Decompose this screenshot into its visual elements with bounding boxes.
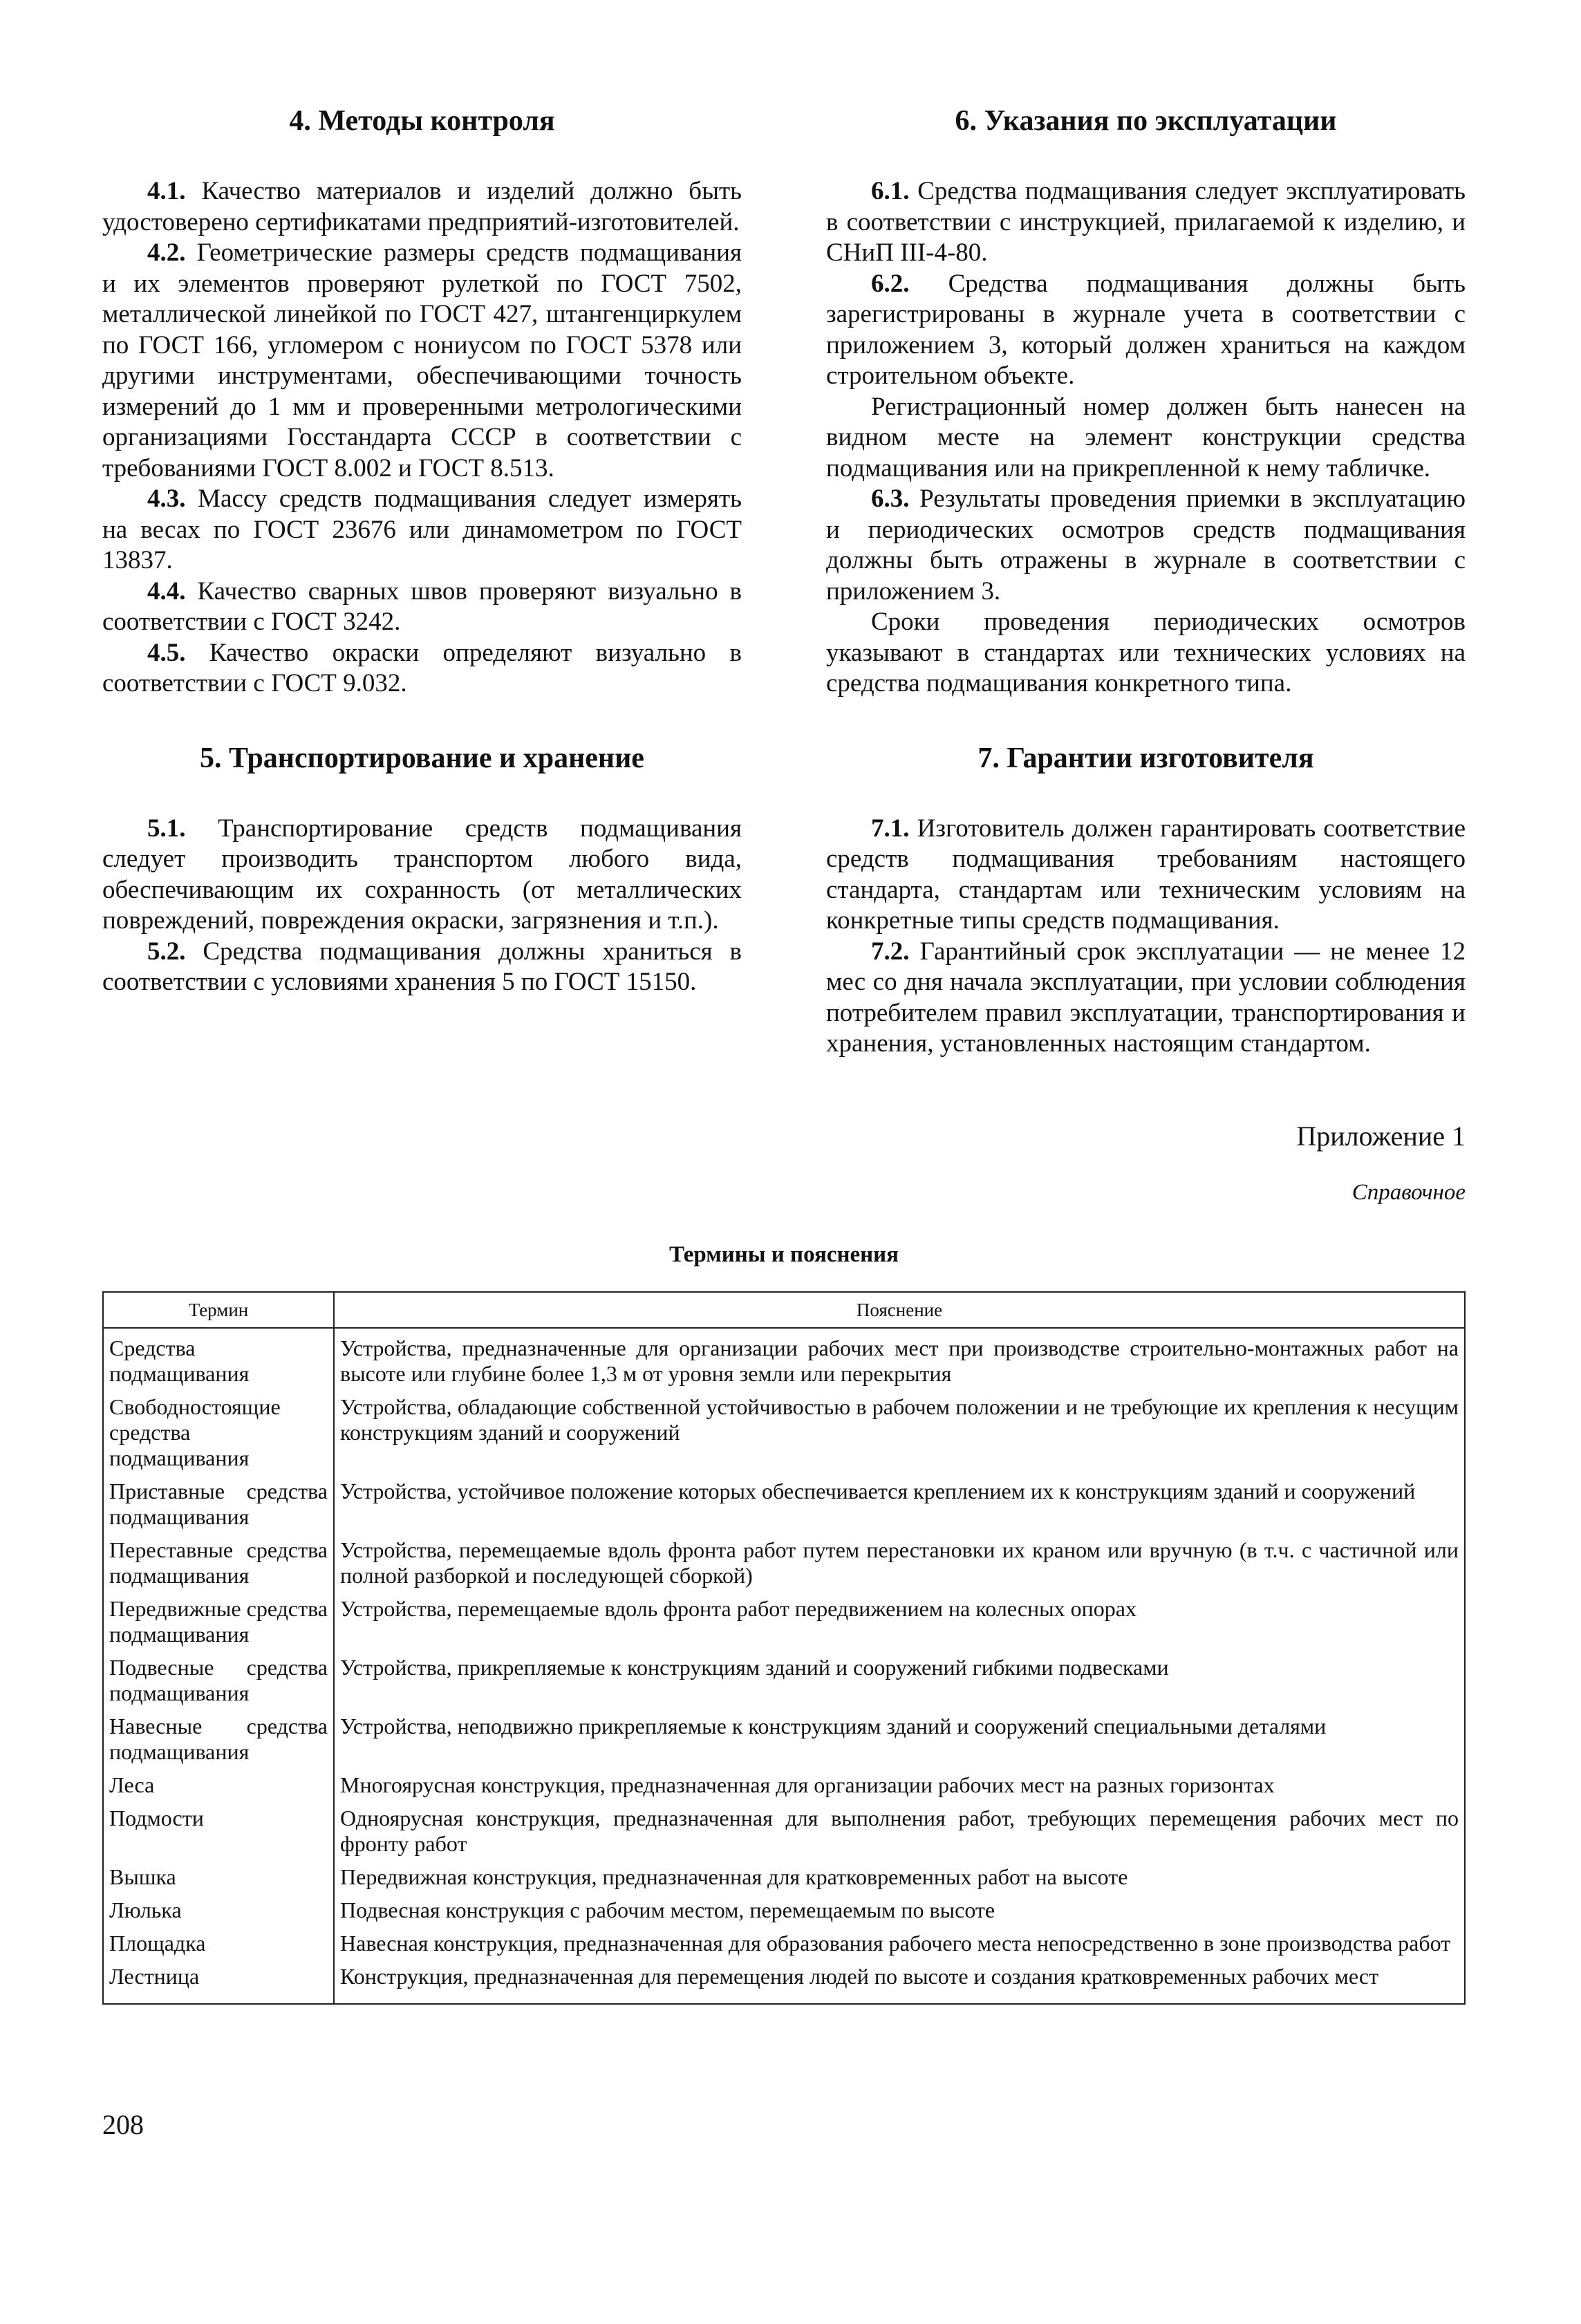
terms-table-title: Термины и пояснения — [669, 1242, 899, 1267]
clause-text: Геометрические размеры средств подмащивания и их элементов проверяют рулеткой по ГОСТ 7502, металлической линейкой по ГОСТ 427, штангенциркулем по ГОСТ 166, угломером с нониусом по ГОСТ 5378 или другими инструментами, обеспечивающими точность измерений до 1 мм и проверенными метрологическими организациями Госстандарта СССР в соответствии с требованиями ГОСТ 8.002 и ГОСТ 8.513. — [102, 238, 742, 482]
explanation-cell: Устройства, перемещаемые вдоль фронта работ путем перестановки их краном или вручную (в т.ч. с частичной или полной разборкой и последующей сборкой) — [340, 1537, 1459, 1588]
clause-number: 5.2. — [147, 937, 186, 966]
explanation-cell: Устройства, предназначенные для организации рабочих мест при производстве строительно-монтажных работ на высоте или глубине более 1,3 м от уровня земли или перекрытия — [340, 1336, 1459, 1386]
clause-number: 4.3. — [147, 485, 186, 513]
paragraph-5-2 — [102, 937, 742, 998]
paragraph-7-1 — [826, 814, 1466, 937]
paragraph-4-1 — [102, 176, 742, 238]
clause-number: 5.1. — [147, 814, 186, 843]
explanation-cell: Многоярусная конструкция, предназначенная для организации рабочих мест на разных горизонтах — [340, 1772, 1275, 1797]
term-cell: Передвижные средства подмащивания — [103, 1593, 334, 1651]
term-cell: Приставные средства подмащивания — [103, 1475, 334, 1534]
table-row — [103, 1651, 1465, 1710]
explanation-cell: Устройства, устойчивое положение которых обеспечивается креплением их к конструкциям зданий и сооружений — [340, 1479, 1416, 1503]
clause-text: Гарантийный срок эксплуатации — не менее 12 мес со дня начала эксплуатации, при условии соблюдения потребителем правил эксплуатации, транспортирования и хранения, установленных настоящим стандартом. — [826, 937, 1466, 1058]
term-cell: Люлька — [103, 1894, 334, 1927]
clause-number: 6.2. — [871, 269, 910, 298]
clause-text: Качество окраски определяют визуально в соответствии с ГОСТ 9.032. — [102, 638, 742, 697]
term-cell: Подмости — [103, 1802, 334, 1861]
clause-text: Массу средств подмащивания следует измерять на весах по ГОСТ 23676 или динамометром по ГОСТ 13837. — [102, 485, 742, 574]
table-row — [103, 1328, 1465, 1391]
clause-text: Средства подмащивания должны быть зарегистрированы в журнале учета в соответствии с приложением 3, который должен храниться на каждом строительном объекте. — [826, 269, 1466, 390]
explanation-cell: Навесная конструкция, предназначенная для образования рабочего места непосредственно в зоне производства работ — [340, 1931, 1451, 1956]
term-cell: Переставные средства подмащивания — [103, 1534, 334, 1593]
right-column — [826, 104, 1466, 1060]
paragraph-4-2 — [102, 238, 742, 484]
left-column — [102, 104, 742, 998]
table-row — [103, 1894, 1465, 1927]
clause-number: 4.2. — [147, 238, 186, 267]
clause-number: 6.1. — [871, 177, 910, 205]
explanation-cell: Конструкция, предназначенная для перемещения людей по высоте и создания кратковременных рабочих мест — [340, 1964, 1379, 1989]
clause-number: 7.1. — [871, 814, 910, 843]
clause-number: 4.5. — [147, 638, 186, 667]
table-header-row — [103, 1292, 1465, 1328]
appendix-type: Справочное — [1351, 1180, 1466, 1205]
explanation-cell: Устройства, перемещаемые вдоль фронта работ передвижением на колесных опорах — [340, 1596, 1136, 1621]
paragraph-4-4 — [102, 577, 742, 638]
appendix-label: Приложение 1 — [1296, 1121, 1466, 1152]
explanation-cell: Подвесная конструкция с рабочим местом, перемещаемым по высоте — [340, 1897, 995, 1922]
clause-text: Качество материалов и изделий должно быть удостоверено сертификатами предприятий-изготовителей. — [102, 177, 742, 236]
paragraph-6-1 — [826, 176, 1466, 269]
explanation-cell: Устройства, обладающие собственной устойчивостью в рабочем положении и не требующие их крепления к несущим конструкциям зданий и сооружений — [340, 1394, 1459, 1445]
clause-number: 6.3. — [871, 485, 910, 513]
explanation-cell: Устройства, прикрепляемые к конструкциям зданий и сооружений гибкими подвесками — [340, 1655, 1169, 1680]
term-cell: Свободностоящие средства подмащивания — [103, 1391, 334, 1475]
paragraph-7-2 — [826, 937, 1466, 1060]
table-row — [103, 1391, 1465, 1475]
paragraph-6-3 — [826, 484, 1466, 607]
section-5-title: 5. Транспортирование и хранение — [200, 742, 644, 774]
table-row — [103, 1960, 1465, 2004]
term-cell: Леса — [103, 1769, 334, 1802]
clause-number: 7.2. — [871, 937, 910, 966]
table-row — [103, 1769, 1465, 1802]
header-term: Термин — [103, 1292, 334, 1328]
table-row — [103, 1710, 1465, 1769]
section-4-title: 4. Методы контроля — [289, 105, 555, 137]
paragraph-6-3-continued: Сроки проведения периодических осмотров указывают в стандартах или технических условиях на средства подмащивания конкретного типа. — [826, 608, 1466, 697]
table-row — [103, 1802, 1465, 1861]
section-7-title: 7. Гарантии изготовителя — [977, 742, 1314, 774]
terms-table — [102, 1291, 1466, 2005]
table-row — [103, 1927, 1465, 1960]
paragraph-4-5 — [102, 638, 742, 700]
table-row — [103, 1534, 1465, 1593]
term-cell: Лестница — [103, 1960, 334, 2004]
paragraph-6-2-continued: Регистрационный номер должен быть нанесен на видном месте на элемент конструкции средства подмащивания или на прикрепленной к нему табличке. — [826, 392, 1466, 482]
clause-number: 4.1. — [147, 177, 186, 205]
clause-number: 4.4. — [147, 577, 186, 606]
table-row — [103, 1861, 1465, 1894]
table-row — [103, 1593, 1465, 1651]
term-cell: Навесные средства подмащивания — [103, 1710, 334, 1769]
explanation-cell: Одноярусная конструкция, предназначенная для выполнения работ, требующих перемещения рабочих мест по фронту работ — [340, 1806, 1459, 1856]
header-explanation: Пояснение — [334, 1292, 1465, 1328]
term-cell: Вышка — [103, 1861, 334, 1894]
paragraph-5-1 — [102, 814, 742, 937]
clause-text: Качество сварных швов проверяют визуально в соответствии с ГОСТ 3242. — [102, 577, 742, 636]
clause-text: Транспортирование средств подмащивания следует производить транспортом любого вида, обеспечивающим их сохранность (от металлических повреждений, повреждения окраски, загрязнения и т.п.). — [102, 814, 742, 935]
paragraph-6-2 — [826, 269, 1466, 392]
section-6-title: 6. Указания по эксплуатации — [955, 105, 1337, 137]
explanation-cell: Передвижная конструкция, предназначенная для кратковременных работ на высоте — [340, 1864, 1128, 1889]
clause-text: Средства подмащивания следует эксплуатировать в соответствии с инструкцией, прилагаемой к изделию, и СНиП III-4-80. — [826, 177, 1466, 267]
table-row — [103, 1475, 1465, 1534]
term-cell: Площадка — [103, 1927, 334, 1960]
clause-text: Изготовитель должен гарантировать соответствие средств подмащивания требованиям настоящего стандарта, стандартам или техническим условиям на конкретные типы средств подмащивания. — [826, 814, 1466, 935]
term-cell: Подвесные средства подмащивания — [103, 1651, 334, 1710]
term-cell: Средства подмащивания — [103, 1328, 334, 1391]
terms-table-body — [103, 1328, 1465, 2004]
clause-text: Средства подмащивания должны храниться в соответствии с условиями хранения 5 по ГОСТ 15150. — [102, 937, 742, 996]
clause-text: Результаты проведения приемки в эксплуатацию и периодических осмотров средств подмащивания должны быть отражены в журнале в соответствии с приложением 3. — [826, 485, 1466, 606]
page-number: 208 — [102, 2109, 144, 2140]
explanation-cell: Устройства, неподвижно прикрепляемые к конструкциям зданий и сооружений специальными деталями — [340, 1714, 1327, 1739]
paragraph-4-3 — [102, 484, 742, 577]
